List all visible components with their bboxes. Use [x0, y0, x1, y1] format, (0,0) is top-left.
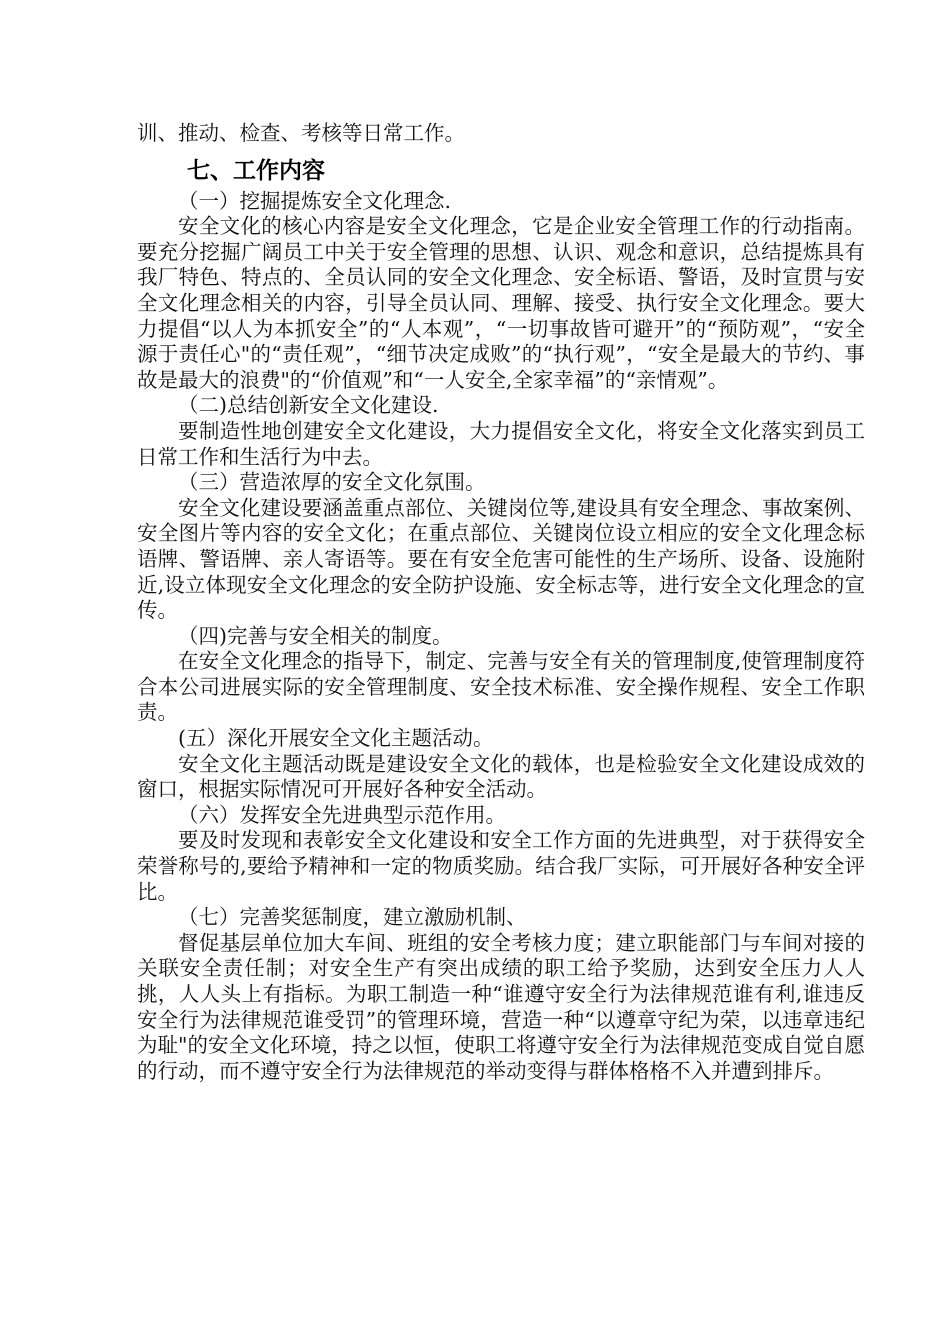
paragraph-continuation: 训、推动、检查、考核等日常工作。 [137, 121, 465, 145]
subsection-title-6: （六）发挥安全先进典型示范作用。 [178, 802, 506, 827]
paragraph-1: 安全文化的核心内容是安全文化理念，它是企业安全管理工作的行动指南。要充分挖掘广阔员工中关于安全管理的思想、认识、观念和意识，总结提炼具有我厂特色、特点的、全员认同的安全文化理念、安全标语、警语，及时宣贯与安全文化理念相关的内容，引导全员认同、理解、接受、执行安全文化理念。要大力提倡“以人为本抓安全”的“人本观”，“一切事故皆可避开”的“预防观”，“安全源于责任心"的“责任观”，“细节决定成败”的“执行观”，“安全是最大的节约、事故是最大的浪费"的“价值观”和“一人安全,全家幸福”的“亲情观”。 [137, 214, 865, 392]
subsection-title-4: （四)完善与安全相关的制度。 [178, 623, 453, 648]
subsection-title-1: （一）挖掘提炼安全文化理念. [178, 188, 452, 213]
paragraph-5: 安全文化主题活动既是建设安全文化的载体，也是检验安全文化建设成效的窗口，根据实际情况可开展好各种安全活动。 [137, 751, 865, 802]
section-heading: 七、工作内容 [187, 157, 325, 184]
paragraph-4: 在安全文化理念的指导下，制定、完善与安全有关的管理制度,使管理制度符合本公司进展实际的安全管理制度、安全技术标准、安全操作规程、安全工作职责。 [137, 649, 865, 725]
paragraph-3: 安全文化建设要涵盖重点部位、关键岗位等,建设具有安全理念、事故案例、安全图片等内容的安全文化；在重点部位、关键岗位设立相应的安全文化理念标语牌、警语牌、亲人寄语等。要在有安全危害可能性的生产场所、设备、设施附近,设立体现安全文化理念的安全防护设施、安全标志等，进行安全文化理念的宣传。 [137, 495, 865, 623]
subsection-title-5: (五）深化开展安全文化主题活动。 [178, 726, 494, 751]
document-body [137, 121, 865, 1084]
subsection-title-2: （二)总结创新安全文化建设. [178, 393, 439, 418]
paragraph-6: 要及时发现和表彰安全文化建设和安全工作方面的先进典型，对于获得安全荣誉称号的,要给予精神和一定的物质奖励。结合我厂实际，可开展好各种安全评比。 [137, 828, 865, 904]
paragraph-2: 要制造性地创建安全文化建设，大力提倡安全文化，将安全文化落实到员工日常工作和生活行为中去。 [137, 418, 865, 469]
paragraph-7: 督促基层单位加大车间、班组的安全考核力度；建立职能部门与车间对接的关联安全责任制；对安全生产有突出成绩的职工给予奖励，达到安全压力人人挑，人人头上有指标。为职工制造一种“谁遵守安全行为法律规范谁有利,谁违反安全行为法律规范谁受罚”的管理环境，营造一种“以遵章守纪为荣，以违章违纪为耻"的安全文化环境，持之以恒，使职工将遵守安全行为法律规范变成自觉自愿的行动，而不遵守安全行为法律规范的举动变得与群体格格不入并遭到排斥。 [137, 930, 865, 1083]
subsection-title-7: （七）完善奖惩制度，建立激励机制、 [178, 905, 527, 930]
subsection-title-3: （三）营造浓厚的安全文化氛围。 [178, 470, 486, 495]
